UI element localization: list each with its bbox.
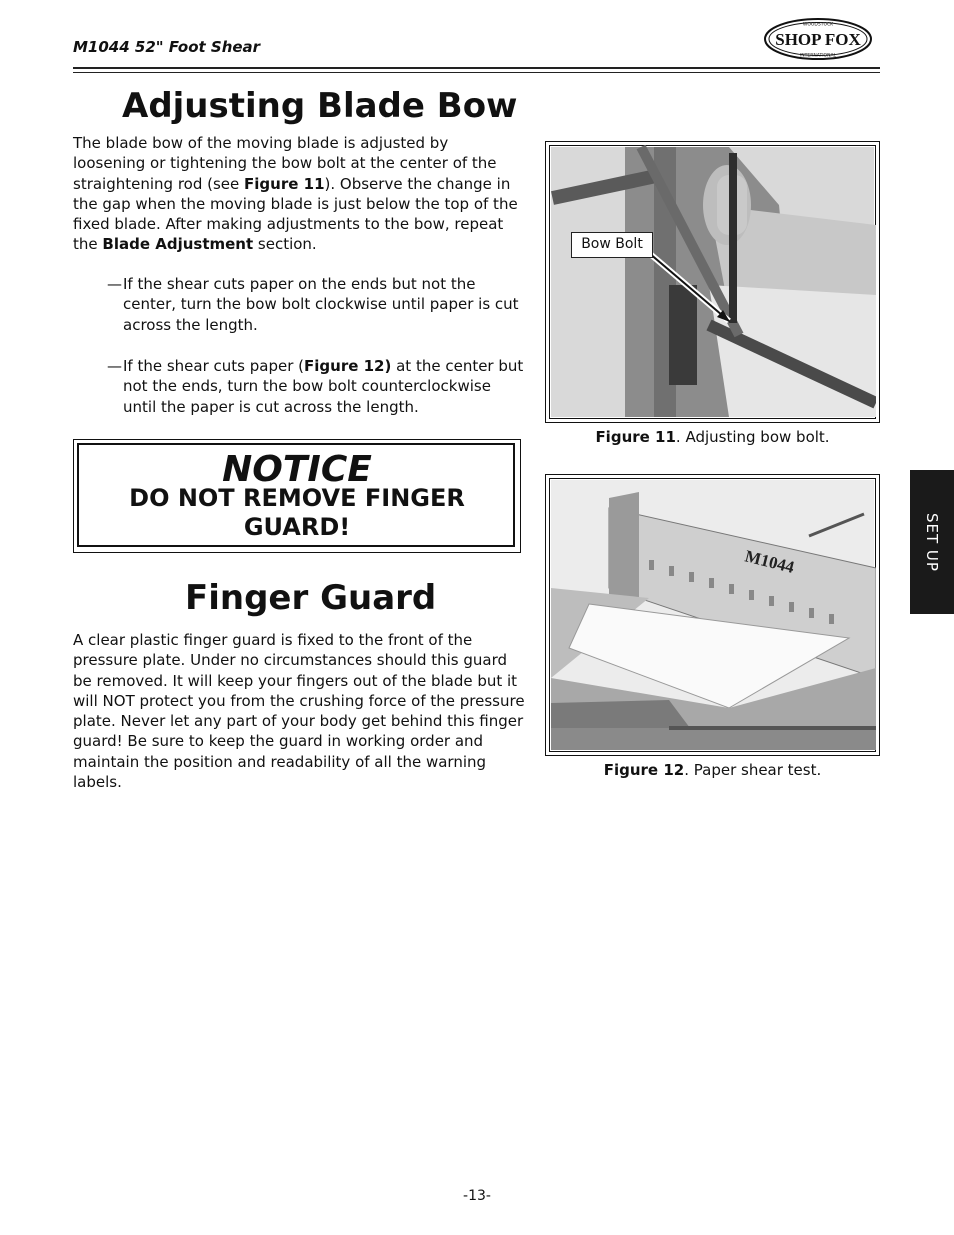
header-rule-thin <box>73 72 880 73</box>
shop-fox-logo <box>763 17 873 61</box>
list-item <box>107 274 527 335</box>
blade-bow-paragraph: The blade bow of the moving blade is adjusted by loosening or tightening the bow bolt at the center of the straightening rod (see Figure 11). Observe the change in the gap when the moving blade is just below the top of the fixed blade. After making adjustments to the bow, repeat the Blade Adjustment section. <box>73 134 518 254</box>
svg-text:WOODSTOCK: WOODSTOCK <box>802 22 834 28</box>
figure-12-photo <box>545 474 880 756</box>
header-rule-thick <box>73 67 880 69</box>
page-number: -13- <box>463 1188 491 1204</box>
bullet-dash: — <box>107 357 122 375</box>
section-heading-blade-bow: Adjusting Blade Bow <box>122 86 518 126</box>
section-heading-finger-guard: Finger Guard <box>185 578 437 618</box>
section-tab-label: SET UP <box>923 512 941 572</box>
notice-text: DO NOT REMOVE FINGER GUARD! <box>129 484 465 541</box>
bullet-text: If the shear cuts paper on the ends but not the center, turn the bow bolt clockwise until paper is cut across the length. <box>123 275 519 334</box>
list-item <box>107 356 527 417</box>
paper-shear-test-photo-illustration <box>549 478 876 752</box>
svg-text:M1044: M1044 <box>743 546 797 577</box>
document-title: M1044 52" Foot Shear <box>73 38 261 56</box>
bullet-text: If the shear cuts paper (Figure 12) at the center but not the ends, turn the bow bolt counterclockwise until the paper is cut across the length. <box>123 357 524 416</box>
figure-11-photo <box>545 141 880 423</box>
figure-11-caption: Figure 11. Adjusting bow bolt. <box>595 428 830 446</box>
bow-bolt-photo-illustration <box>549 145 876 419</box>
bullet-dash: — <box>107 275 122 293</box>
notice-title: NOTICE <box>222 449 372 490</box>
finger-guard-paragraph: A clear plastic finger guard is fixed to the front of the pressure plate. Under no circumstances should this guard be removed. It will keep your fingers out of the blade but it will NOT protect you from the crushing force of the pressure plate. Never let any part of your body get behind this finger guard! Be sure to keep the guard in working order and maintain the position and readability of all the warning labels. <box>73 631 525 792</box>
figure-12-caption: Figure 12. Paper shear test. <box>603 761 822 779</box>
svg-text:SHOP FOX: SHOP FOX <box>775 30 861 49</box>
svg-text:INTERNATIONAL: INTERNATIONAL <box>799 53 837 59</box>
bow-bolt-callout: Bow Bolt <box>571 232 653 258</box>
